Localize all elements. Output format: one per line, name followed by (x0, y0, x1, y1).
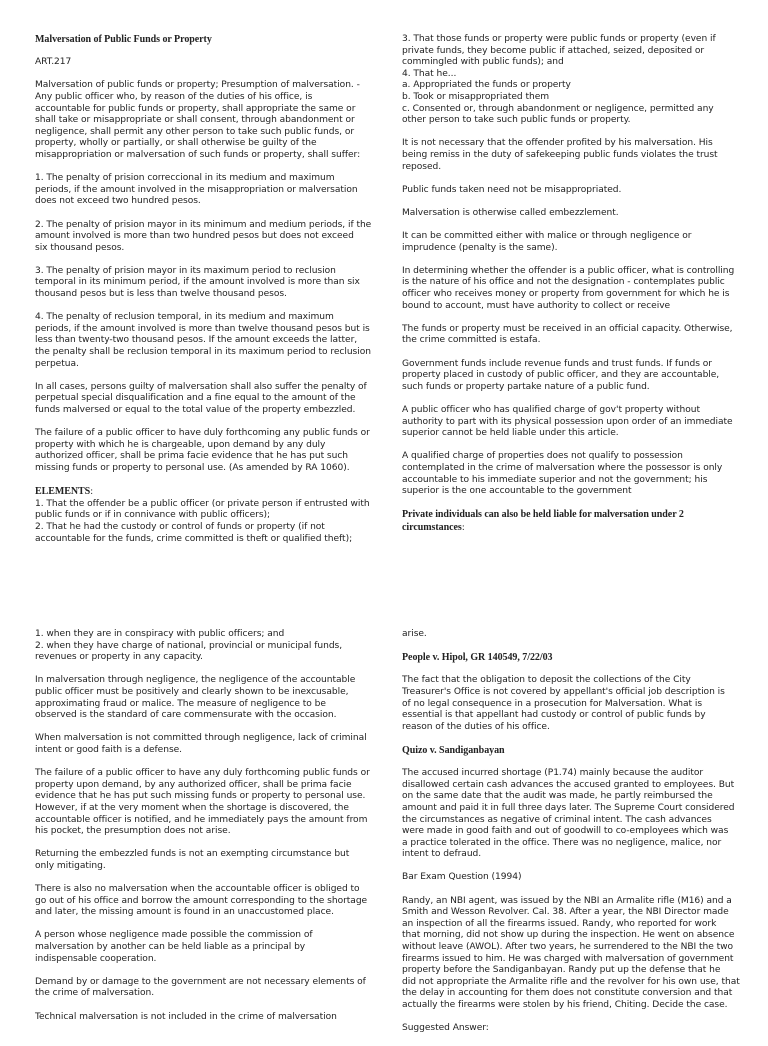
penalty-1: 1. The penalty of prision correccional in its medium and maximum periods, if the amount involved in the misappropriation or malversation does not exceed two hundred pesos. (35, 173, 358, 207)
page1-left-column (35, 34, 375, 557)
bar-exam-text: Randy, an NBI agent, was issued by the NBI an Armalite rifle (M16) and a Smith and Wesson Revolver. Cal. 38. After a year, the NBI Director made an inspection of all the firearms issued. Randy, who reported for work that morning, did not show up during the inspection. He went on absence without leave (AWOL). After two years, he surrendered to the NBI the two firearms issued to him. He was charged with malversation of government property before the Sandiganbayan. Randy put up the defense that he did not appropriate the Armalite rifle and the revolver for his own use, that the delay in accounting for them does not constitute conversion and that actually the firearms were stolen by his friend, Chiting. Decide the case. (402, 895, 740, 1010)
note-profit: It is not necessary that the offender profited by his malversation. His being remiss in the duty of safekeeping public funds violates the trust reposed. (402, 138, 718, 172)
note-embezzlement: Malversation is otherwise called embezzlement. (402, 207, 619, 218)
elements-colon: : (90, 487, 94, 498)
presumption-paragraph: The failure of a public officer to have duly forthcoming any public funds or property with which he is chargeable, upon demand by any duly authorized officer, shall be prima facie evidence that he has put such missing funds or property to personal use. (As amended by RA 1060). (35, 428, 370, 473)
penalty-2: 2. The penalty of prision mayor in its minimum and medium periods, if the amount involved is more than two hundred pesos but does not exceed six thousand pesos. (35, 219, 372, 253)
additional-penalty: In all cases, persons guilty of malversation shall also suffer the penalty of perpetual special disqualification and a fine equal to the amount of the funds malversed or equal to the total value of the property embezzled. (35, 381, 367, 415)
suggested-answer-label: Suggested Answer: (402, 1023, 489, 1034)
case-hipol-text: The fact that the obligation to deposit the collections of the City Treasurer's Office is not covered by appellant's official job description is of no legal consequence in a prosecution for Malversation. What is essential is that appellant had custody or control of public funds by reason of the duties of his office. (402, 675, 725, 732)
bar-exam-heading: Bar Exam Question (1994) (402, 872, 522, 883)
note-misappropriated: Public funds taken need not be misappropriated. (402, 184, 622, 195)
circumstances-list: 1. when they are in conspiracy with public officers; and 2. when they have charge of national, provincial or municipal funds, revenues or property in any capacity. (35, 629, 343, 663)
private-individuals-label: Private individuals can also be held liable for malversation under 2 circumstances (402, 509, 684, 533)
page2-left-column (35, 629, 375, 1035)
element-1: 1. That the offender be a public officer (or private person if entrusted with public funds or if in connivance with public officers); (35, 498, 370, 521)
note-returning-funds: Returning the embezzled funds is not an exempting circumstance but only mitigating. (35, 849, 350, 871)
penalty-3: 3. The penalty of prision mayor in its maximum period to reclusion temporal in its minimum period, if the amount involved is more than six thousand pesos but is less than twelve thousand pesos. (35, 265, 360, 300)
document-title: Malversation of Public Funds or Property (35, 34, 212, 45)
note-government-funds: Government funds include revenue funds and trust funds. If funds or property placed in custody of public officer, and they are accountable, such funds or property partake nature of a public fund. (402, 358, 720, 392)
case-quizo-title: Quizo v. Sandiganbayan (402, 744, 505, 756)
elements-continued: 3. That those funds or property were public funds or property (even if private funds, they become public if attached, seized, deposited or commingled with public funds); and 4. That he... a. Appropriated the funds or property b. Took or misappropriated them c. Consented or, through abandonment or negligence, permitted any other person to take such public funds or property. (402, 34, 716, 126)
private-individuals-heading (402, 509, 742, 534)
note-official-capacity: The funds or property must be received in an official capacity. Otherwise, the crime committed is estafa. (402, 323, 733, 346)
private-individuals-colon: : (461, 522, 465, 533)
note-borrow-amount: There is also no malversation when the accountable officer is obliged to go out of his office and borrow the amount corresponding to the shortage and later, the missing amount is found in an unaccustomed place. (35, 884, 368, 918)
case-hipol-title: People v. Hipol, GR 140549, 7/22/03 (402, 652, 553, 664)
note-negligence: In malversation through negligence, the negligence of the accountable public officer must be positively and clearly shown to be inexcusable, approximating fraud or malice. The measure of negligence to be observed is the standard of care commensurate with the occasion. (35, 675, 356, 721)
note-prima-facie: The failure of a public officer to have any duly forthcoming public funds or property upon demand, by any authorized officer, shall be prima facie evidence that he has put such missing funds or property to personal use. However, if at the very moment when the shortage is discovered, the accountable officer is notified, and he immediately pays the amount from his pocket, the presumption does not arise. (35, 768, 370, 837)
note-malice-negligence: It can be committed either with malice or through negligence or imprudence (penalty is the same). (402, 231, 692, 253)
elements-heading (35, 486, 375, 499)
page1-right-column (402, 34, 742, 546)
penalty-4: 4. The penalty of reclusion temporal, in its medium and maximum periods, if the amount involved is more than twelve thousand pesos but is less than twenty-two thousand pesos. If the amount exceeds the latter, the penalty shall be reclusion temporal in its maximum period to reclusion perpetua. (35, 312, 371, 369)
case-quizo-text: The accused incurred shortage (P1.74) mainly because the auditor disallowed certain cash advances the accused granted to employees. But on the same date that the audit was made, he partly reimbursed the amount and paid it in full three days later. The Supreme Court considered the circumstances as negative of criminal intent. The cash advances were made in good faith and out of goodwill to co-employees which was a practice tolerated in the office. There was no negligence, malice, nor intent to defraud. (402, 768, 735, 860)
elements-label: ELEMENTS (35, 486, 91, 498)
note-qualified-possession: A qualified charge of properties does not qualify to possession contemplated in the crime of malversation where the possessor is only accountable to his immediate superior and not the government; his superior is the one accountable to the government (402, 451, 723, 497)
article-text: Malversation of public funds or property; Presumption of malversation. - Any public officer who, by reason of the duties of his office, is accountable for public funds or property, shall appropriate the same or shall take or misappropriate or shall consent, through abandonment or negligence, shall permit any other person to take such public funds, or property, wholly or partially, or shall otherwise be guilty of the misappropriation or malversation of such funds or property, shall suffer: (35, 80, 361, 160)
note-good-faith: When malversation is not committed through negligence, lack of criminal intent or good faith is a defense. (35, 733, 367, 755)
note-indispensable-cooperation: A person whose negligence made possible the commission of malversation by another can be held liable as a principal by indispensable cooperation. (35, 930, 313, 964)
note-public-officer: In determining whether the offender is a public officer, what is controlling is the nature of his office and not the designation - contemplates public officer who receives money or property from government for which he is bound to account, must have authority to collect or receive (402, 265, 735, 311)
note-qualified-charge: A public officer who has qualified charge of gov't property without authority to part with its physical possession upon order of an immediate superior cannot be held liable under this article. (402, 405, 733, 439)
page2-right-column (402, 629, 742, 1046)
note-technical-malversation: Technical malversation is not included in the crime of malversation (35, 1011, 337, 1022)
article-number: ART.217 (35, 57, 72, 68)
continued-arise: arise. (402, 629, 427, 639)
note-demand-damage: Demand by or damage to the government are not necessary elements of the crime of malversation. (35, 976, 366, 999)
element-2: 2. That he had the custody or control of funds or property (if not accountable for the funds, crime committed is theft or qualified theft); (35, 521, 353, 544)
